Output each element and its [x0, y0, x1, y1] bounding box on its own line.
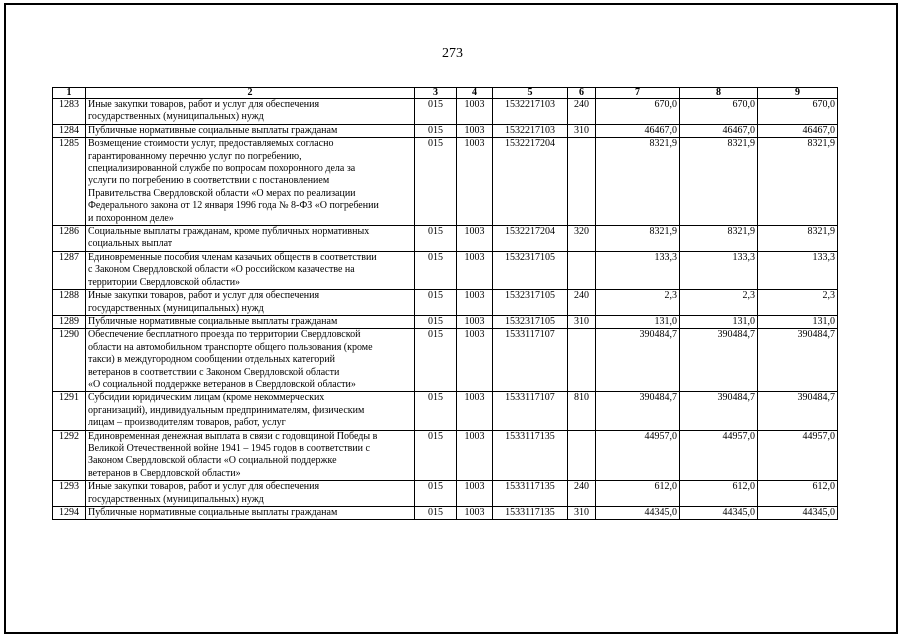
row-description: [86, 315, 415, 328]
ministry-code: 015: [415, 507, 457, 520]
table-row: [53, 226, 838, 252]
column-header: 6: [568, 88, 596, 99]
row-number: 1283: [53, 99, 86, 125]
column-header: 9: [758, 88, 838, 99]
amount-col8: 133,3: [680, 251, 758, 289]
table-row: [53, 507, 838, 520]
row-number: 1287: [53, 251, 86, 289]
section-code: 1003: [457, 226, 493, 252]
description-line: гарантированному перечню услуг по погребению,: [88, 150, 302, 162]
expense-type-code: 320: [568, 226, 596, 252]
amount-col9: 390484,7: [758, 392, 838, 430]
amount-col8: 8321,9: [680, 226, 758, 252]
target-code: 1532317105: [493, 315, 568, 328]
section-code: 1003: [457, 290, 493, 316]
description-line: «О социальной поддержке ветеранов в Свердловской области»: [88, 378, 356, 390]
ministry-code: 015: [415, 290, 457, 316]
ministry-code: 015: [415, 392, 457, 430]
amount-col9: 44957,0: [758, 430, 838, 481]
row-number: 1294: [53, 507, 86, 520]
amount-col8: 131,0: [680, 315, 758, 328]
description-line: услуги по погребению в соответствии с постановлением: [88, 175, 330, 187]
expense-type-code: 240: [568, 481, 596, 507]
description-line: Иные закупки товаров, работ и услуг для обеспечения: [88, 99, 320, 110]
amount-col9: 46467,0: [758, 124, 838, 137]
description-line: и похоронном деле»: [88, 212, 174, 224]
target-code: 1532217103: [493, 99, 568, 125]
section-code: 1003: [457, 138, 493, 226]
expense-type-code: 240: [568, 290, 596, 316]
description-line: Иные закупки товаров, работ и услуг для обеспечения: [88, 481, 320, 493]
description-line: Иные закупки товаров, работ и услуг для обеспечения: [88, 290, 320, 302]
target-code: 1533117107: [493, 329, 568, 392]
expense-type-code: [568, 430, 596, 481]
table-row: [53, 138, 838, 226]
description-line: Великой Отечественной войне 1941 – 1945 годов в соответствии с: [88, 442, 370, 454]
column-header: 1: [53, 88, 86, 99]
amount-col8: 390484,7: [680, 329, 758, 392]
target-code: 1533117135: [493, 481, 568, 507]
target-code: 1532217103: [493, 124, 568, 137]
page-number: 273: [442, 46, 463, 61]
amount-col9: 390484,7: [758, 329, 838, 392]
amount-col8: 44957,0: [680, 430, 758, 481]
description-line: Субсидии юридическим лицам (кроме некоммерческих: [88, 392, 325, 404]
amount-col8: 2,3: [680, 290, 758, 316]
expense-type-code: [568, 329, 596, 392]
row-description: [86, 392, 415, 430]
ministry-code: 015: [415, 481, 457, 507]
expense-type-code: 310: [568, 315, 596, 328]
amount-col8: 670,0: [680, 99, 758, 125]
section-code: 1003: [457, 315, 493, 328]
header-row: [53, 88, 838, 99]
amount-col7: 670,0: [596, 99, 680, 125]
amount-col8: 44345,0: [680, 507, 758, 520]
amount-col9: 44345,0: [758, 507, 838, 520]
column-header: 3: [415, 88, 457, 99]
description-line: Единовременные пособия членам казачьих обществ в соответствии: [88, 251, 377, 263]
description-line: ветеранов в Свердловской области»: [88, 467, 241, 479]
row-number: 1291: [53, 392, 86, 430]
expense-type-code: 310: [568, 507, 596, 520]
description-line: Правительства Свердловской области «О мерах по реализации: [88, 187, 356, 199]
table-row: [53, 290, 838, 316]
row-number: 1285: [53, 138, 86, 226]
description-line: Социальные выплаты гражданам, кроме публичных нормативных: [88, 226, 370, 238]
budget-table: [52, 87, 838, 520]
description-line: территории Свердловской области»: [88, 276, 241, 288]
amount-col7: 44345,0: [596, 507, 680, 520]
description-line: организаций), индивидуальным предпринимателям, физическим: [88, 404, 365, 416]
table-row: [53, 481, 838, 507]
amount-col7: 131,0: [596, 315, 680, 328]
description-line: государственных (муниципальных) нужд: [88, 493, 264, 505]
section-code: 1003: [457, 99, 493, 125]
amount-col9: 131,0: [758, 315, 838, 328]
section-code: 1003: [457, 481, 493, 507]
section-code: 1003: [457, 430, 493, 481]
expense-type-code: [568, 251, 596, 289]
row-description: [86, 251, 415, 289]
ministry-code: 015: [415, 430, 457, 481]
amount-col7: 612,0: [596, 481, 680, 507]
description-line: специализированной службе по вопросам похоронного дела за: [88, 163, 356, 175]
row-number: 1289: [53, 315, 86, 328]
row-number: 1293: [53, 481, 86, 507]
ministry-code: 015: [415, 99, 457, 125]
target-code: 1532217204: [493, 138, 568, 226]
table-row: [53, 251, 838, 289]
target-code: 1532317105: [493, 290, 568, 316]
ministry-code: 015: [415, 138, 457, 226]
expense-type-code: 240: [568, 99, 596, 125]
amount-col9: 8321,9: [758, 226, 838, 252]
column-header: 4: [457, 88, 493, 99]
column-header: 8: [680, 88, 758, 99]
target-code: 1532217204: [493, 226, 568, 252]
amount-col7: 390484,7: [596, 392, 680, 430]
description-line: Публичные нормативные социальные выплаты гражданам: [88, 507, 338, 518]
expense-type-code: [568, 138, 596, 226]
description-line: с Законом Свердловской области «О российском казачестве на: [88, 264, 355, 276]
row-number: 1286: [53, 226, 86, 252]
column-header: 7: [596, 88, 680, 99]
description-line: Возмещение стоимости услуг, предоставляемых согласно: [88, 138, 334, 150]
description-line: государственных (муниципальных) нужд: [88, 302, 264, 314]
ministry-code: 015: [415, 226, 457, 252]
description-line: социальных выплат: [88, 238, 173, 250]
amount-col7: 46467,0: [596, 124, 680, 137]
description-line: ветеранов в соответствии с Законом Свердловской области: [88, 366, 340, 378]
table-row: [53, 99, 838, 125]
row-number: 1292: [53, 430, 86, 481]
row-number: 1284: [53, 124, 86, 137]
amount-col7: 44957,0: [596, 430, 680, 481]
row-description: [86, 124, 415, 137]
target-code: 1533117135: [493, 430, 568, 481]
amount-col8: 612,0: [680, 481, 758, 507]
expense-type-code: 810: [568, 392, 596, 430]
section-code: 1003: [457, 392, 493, 430]
table-row: [53, 315, 838, 328]
description-line: Обеспечение бесплатного проезда по территории Свердловской: [88, 329, 361, 341]
target-code: 1533117135: [493, 507, 568, 520]
table-body: [53, 99, 838, 520]
amount-col8: 8321,9: [680, 138, 758, 226]
ministry-code: 015: [415, 251, 457, 289]
amount-col9: 133,3: [758, 251, 838, 289]
ministry-code: 015: [415, 329, 457, 392]
section-code: 1003: [457, 329, 493, 392]
row-description: [86, 99, 415, 125]
description-line: лицам – производителям товаров, работ, услуг: [88, 417, 286, 429]
description-line: Публичные нормативные социальные выплаты гражданам: [88, 124, 338, 136]
expense-type-code: 310: [568, 124, 596, 137]
amount-col7: 133,3: [596, 251, 680, 289]
amount-col8: 390484,7: [680, 392, 758, 430]
row-number: 1290: [53, 329, 86, 392]
section-code: 1003: [457, 507, 493, 520]
amount-col7: 390484,7: [596, 329, 680, 392]
amount-col9: 612,0: [758, 481, 838, 507]
section-code: 1003: [457, 124, 493, 137]
amount-col9: 2,3: [758, 290, 838, 316]
amount-col7: 8321,9: [596, 226, 680, 252]
row-description: [86, 290, 415, 316]
amount-col9: 8321,9: [758, 138, 838, 226]
description-line: такси) в междугородном сообщении отдельных категорий: [88, 354, 336, 366]
row-description: [86, 329, 415, 392]
table-row: [53, 430, 838, 481]
column-header: 5: [493, 88, 568, 99]
table-row: [53, 392, 838, 430]
amount-col7: 8321,9: [596, 138, 680, 226]
description-line: Федерального закона от 12 января 1996 года № 8-ФЗ «О погребении: [88, 200, 379, 212]
description-line: области на автомобильном транспорте общего пользования (кроме: [88, 341, 373, 353]
description-line: Единовременная денежная выплата в связи с годовщиной Победы в: [88, 430, 378, 442]
description-line: Законом Свердловской области «О социальной поддержке: [88, 455, 337, 467]
table-row: [53, 329, 838, 392]
row-description: [86, 138, 415, 226]
description-line: Публичные нормативные социальные выплаты гражданам: [88, 315, 338, 327]
section-code: 1003: [457, 251, 493, 289]
amount-col7: 2,3: [596, 290, 680, 316]
target-code: 1533117107: [493, 392, 568, 430]
ministry-code: 015: [415, 315, 457, 328]
description-line: государственных (муниципальных) нужд: [88, 111, 264, 123]
target-code: 1532317105: [493, 251, 568, 289]
row-description: [86, 507, 415, 520]
row-description: [86, 481, 415, 507]
ministry-code: 015: [415, 124, 457, 137]
amount-col8: 46467,0: [680, 124, 758, 137]
row-description: [86, 226, 415, 252]
row-number: 1288: [53, 290, 86, 316]
amount-col9: 670,0: [758, 99, 838, 125]
row-description: [86, 430, 415, 481]
column-header: 2: [86, 88, 415, 99]
table-row: [53, 124, 838, 137]
